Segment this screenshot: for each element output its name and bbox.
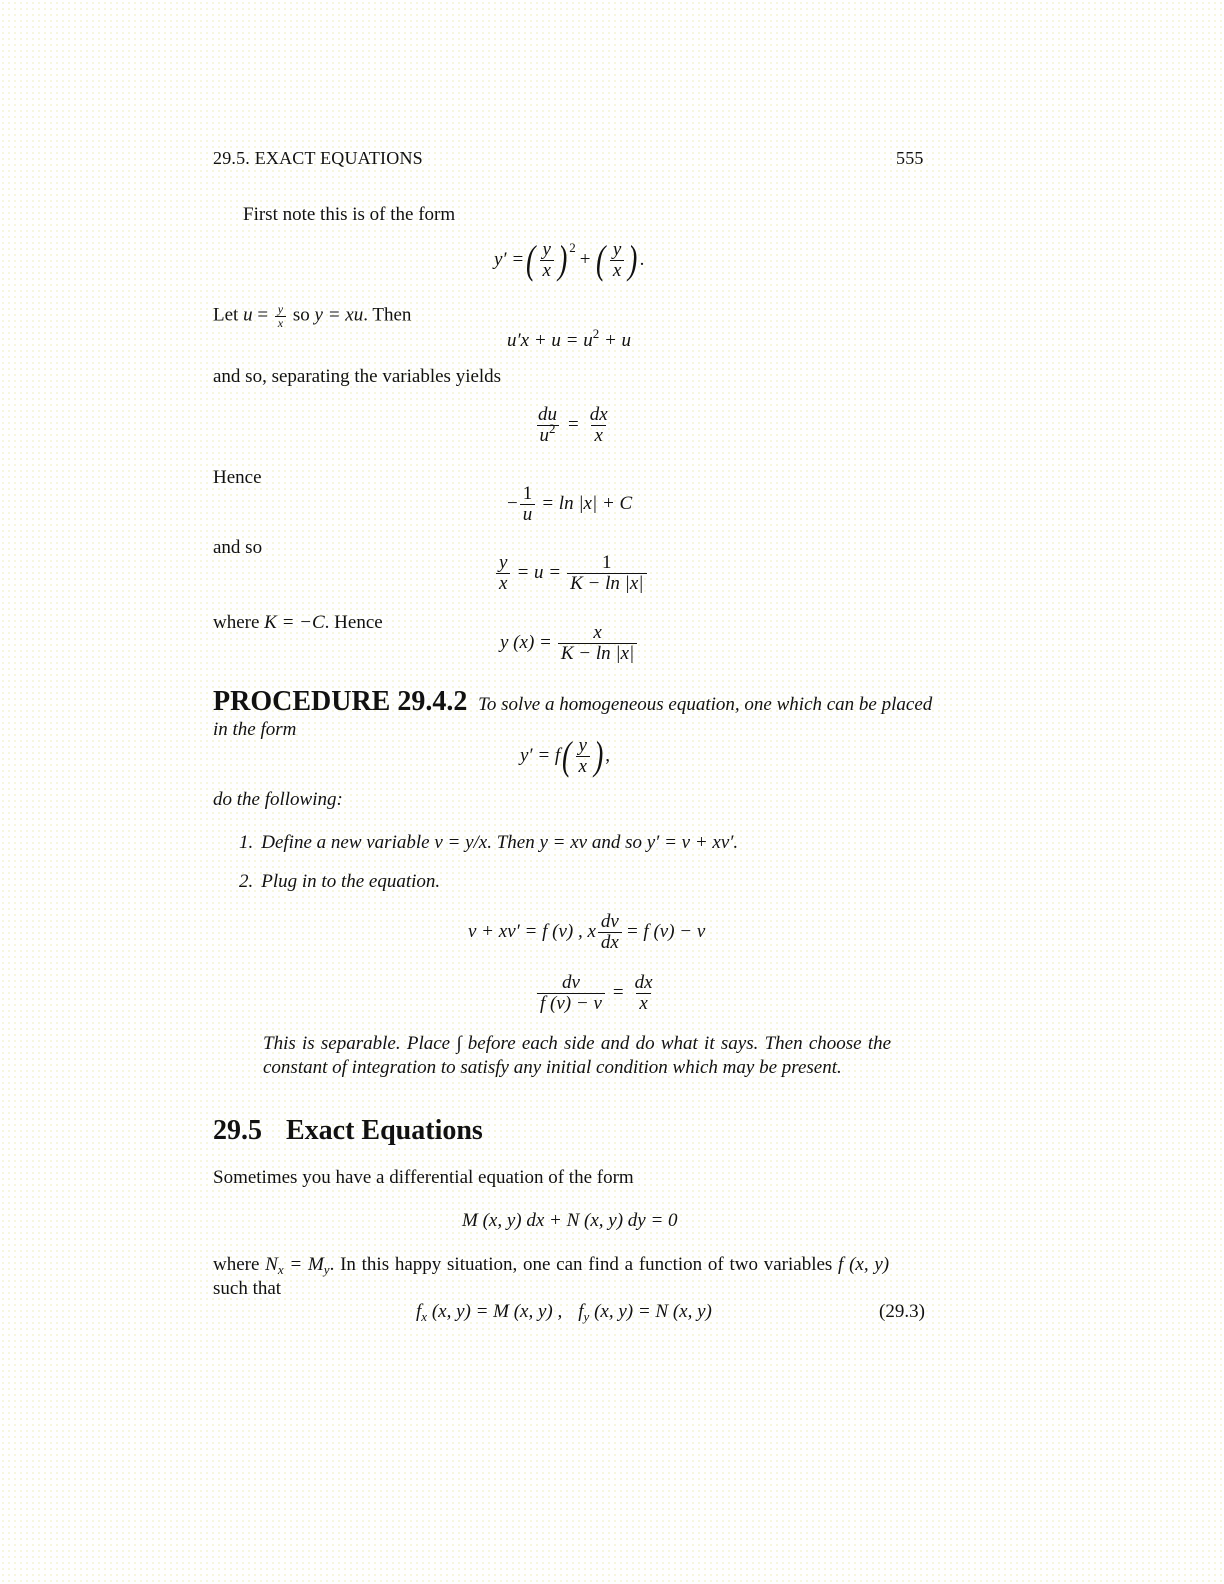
equation-separated: $\frac{du}{u^2}$ = $\frac{dx}{x}$ xyxy=(538,404,608,446)
where-condition-line: where $N_x = M_y$. In this happy situation, one can find a function of two variables f (x, y) xyxy=(213,1254,890,1277)
and-so-text: and so xyxy=(213,537,263,558)
procedure-title: PROCEDURE 29.4.2 xyxy=(213,686,468,717)
procedure-closing-line-1: This is separable. Place ∫ before each side and do what it says. Then choose the xyxy=(263,1033,892,1054)
eq1-lhs: y′ = xyxy=(494,249,525,271)
period: . xyxy=(639,249,645,271)
page-number: 555 xyxy=(896,148,924,168)
fraction-y-over-x-inline: $\frac{y}{x}$ xyxy=(275,303,286,329)
let-substitution-text: Let u = $\frac{y}{x}$ so y = xu. Then xyxy=(213,302,412,330)
left-paren: ( xyxy=(562,733,572,779)
right-paren: ) xyxy=(628,237,638,283)
procedure-equation: y′ = f ( $\frac{y}{x}$ ) , xyxy=(520,733,611,779)
equation-u-prime: $u'x + u = u^2 + u$ xyxy=(507,326,632,351)
procedure-statement: To solve a homogeneous equation, one which can be placed xyxy=(478,694,933,715)
where-k-text: where K = −C. Hence xyxy=(213,612,383,633)
partial-derivative-equations: $f_x$ (x, y) = M (x, y) , $f_y$ (x, y) = N (x, y) xyxy=(416,1301,712,1324)
procedure-heading xyxy=(213,686,932,718)
procedure-step-2: 2. Plug in to the equation. xyxy=(239,871,441,892)
procedure-statement-cont: in the form xyxy=(213,719,297,740)
equation-y-prime-form xyxy=(494,237,645,283)
procedure-closing-line-2: constant of integration to satisfy any initial condition which may be present. xyxy=(263,1057,842,1078)
left-paren: ( xyxy=(526,237,536,283)
right-paren: ) xyxy=(557,237,568,283)
procedure-equation-a: v + xv′ = f (v) , x $\frac{dv}{dx}$ = f (v) − v xyxy=(468,911,706,953)
section-title: Exact Equations xyxy=(286,1115,483,1146)
section-intro: Sometimes you have a differential equation of the form xyxy=(213,1167,634,1188)
intro-text: First note this is of the form xyxy=(243,204,456,225)
procedure-equation-b: $\frac{dv}{f (v) - v}$ = $\frac{dx}{x}$ xyxy=(535,973,658,1014)
section-number: 29.5 xyxy=(213,1115,262,1146)
fraction-y-over-x: $\frac{y}{x}$ xyxy=(540,240,554,281)
separating-text: and so, separating the variables yields xyxy=(213,366,502,387)
equation-integrated: − $\frac{1}{u}$ = ln |x| + C xyxy=(507,483,633,525)
exact-equation: M (x, y) dx + N (x, y) dy = 0 xyxy=(462,1210,678,1231)
right-paren: ) xyxy=(593,733,604,779)
hence-text: Hence xyxy=(213,467,262,488)
equation-label: (29.3) xyxy=(879,1301,925,1322)
exponent: 2 xyxy=(569,240,576,255)
running-title: 29.5. EXACT EQUATIONS xyxy=(213,148,423,168)
equation-y-over-x: $\frac{y}{x}$ = u = $\frac{1}{K - \ln |x|}$ xyxy=(494,553,649,594)
such-that-text: such that xyxy=(213,1278,282,1299)
left-paren: ( xyxy=(596,237,606,283)
procedure-step-1: 1. Define a new variable v = y/x. Then y = xv and so y′ = v + xv′. xyxy=(239,832,739,853)
plus-sign: + xyxy=(579,249,591,271)
procedure-follow: do the following: xyxy=(213,789,343,810)
fraction-y-over-x: $\frac{y}{x}$ xyxy=(610,240,624,281)
section-heading xyxy=(213,1115,483,1147)
equation-y-of-x: y (x) = $\frac{x}{K - \ln |x|}$ xyxy=(500,623,639,664)
